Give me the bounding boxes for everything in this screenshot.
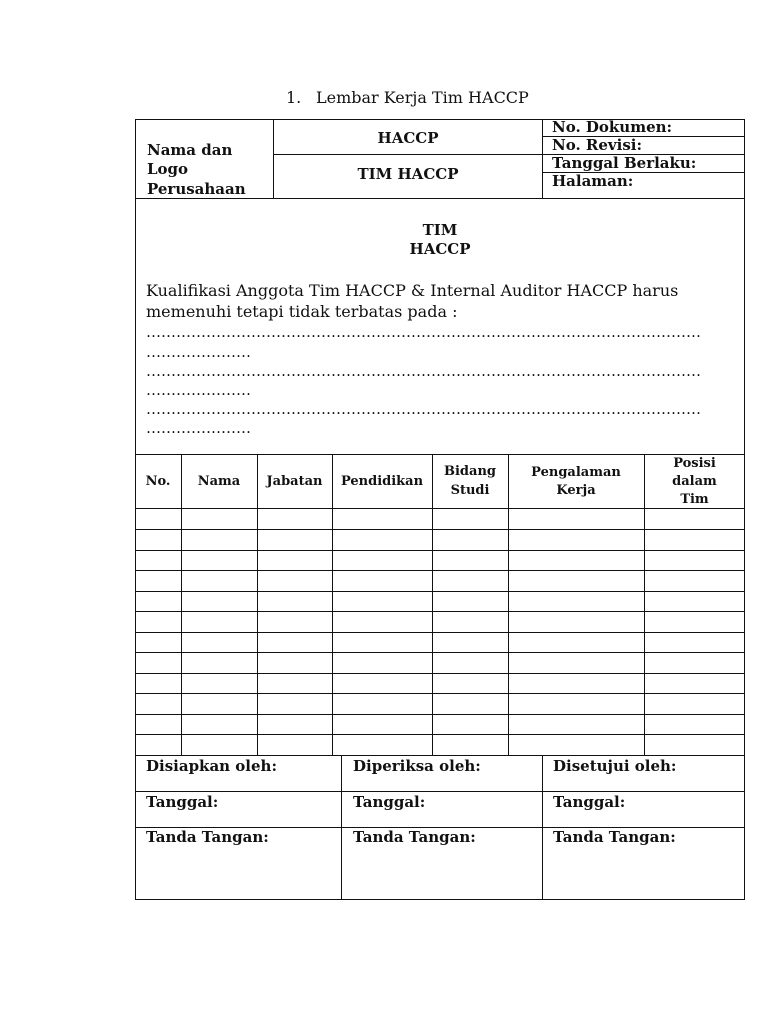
table-row-line-4 xyxy=(135,570,745,571)
prepared-signature-label: Tanda Tangan: xyxy=(146,828,269,846)
approved-by-label: Disetujui oleh: xyxy=(553,757,677,775)
table-row-line-8 xyxy=(135,652,745,653)
meta-effective-date: Tanggal Berlaku: xyxy=(552,154,697,172)
col-header-jabatan: Jabatan xyxy=(266,474,323,489)
table-top-line xyxy=(135,454,745,455)
dotted-line-1: ………………………………………………………………………………………………… xyxy=(146,323,701,341)
signoff-top-line xyxy=(135,755,745,756)
checked-date-label: Tanggal: xyxy=(353,793,426,811)
dotted-line-1-cont: ………………… xyxy=(146,343,251,361)
header-title-divider xyxy=(273,154,543,155)
approved-date-label: Tanggal: xyxy=(553,793,626,811)
body-title-line-2: HACCP xyxy=(409,240,471,258)
table-row-line-10 xyxy=(135,693,745,694)
table-row-line-3 xyxy=(135,550,745,551)
col-header-nama: Nama xyxy=(197,474,241,489)
table-col-line-2 xyxy=(257,454,258,755)
table-col-line-5 xyxy=(508,454,509,755)
heading-title: Lembar Kerja Tim HACCP xyxy=(316,88,529,107)
header-bottom-line xyxy=(135,198,745,199)
table-row-line-7 xyxy=(135,632,745,633)
table-row-line-11 xyxy=(135,714,745,715)
header-title-haccp: HACCP xyxy=(377,129,439,147)
signoff-col-divider-1 xyxy=(341,755,342,900)
company-line-2: Logo xyxy=(147,160,189,178)
col-header-bidang-1: Bidang xyxy=(444,464,496,479)
table-row-line-1 xyxy=(135,508,745,509)
col-header-no: No. xyxy=(145,474,171,489)
table-row-line-6 xyxy=(135,611,745,612)
meta-document-no: No. Dokumen: xyxy=(552,118,673,136)
col-header-pendidikan: Pendidikan xyxy=(340,474,424,489)
checked-by-label: Diperiksa oleh: xyxy=(353,757,481,775)
table-row-line-2 xyxy=(135,529,745,530)
col-header-posisi-2: dalam xyxy=(672,474,717,489)
col-header-pengalaman-1: Pengalaman xyxy=(531,465,621,480)
dotted-line-2-cont: ………………… xyxy=(146,381,251,399)
table-col-line-3 xyxy=(332,454,333,755)
col-header-posisi-1: Posisi xyxy=(673,456,716,471)
prepared-by-label: Disiapkan oleh: xyxy=(146,757,277,775)
signoff-col-divider-2 xyxy=(542,755,543,900)
col-header-posisi-3: Tim xyxy=(680,492,709,507)
table-row-line-9 xyxy=(135,673,745,674)
company-line-3: Perusahaan xyxy=(147,180,246,198)
col-header-bidang-2: Studi xyxy=(450,483,490,498)
prepared-date-label: Tanggal: xyxy=(146,793,219,811)
checked-signature-label: Tanda Tangan: xyxy=(353,828,476,846)
dotted-line-3: ………………………………………………………………………………………………… xyxy=(146,400,701,418)
header-title-tim-haccp: TIM HACCP xyxy=(357,165,459,183)
body-title-line-1: TIM xyxy=(422,221,458,239)
table-col-line-1 xyxy=(181,454,182,755)
meta-revision-no: No. Revisi: xyxy=(552,136,642,154)
col-header-pengalaman-2: Kerja xyxy=(556,483,596,498)
table-col-line-4 xyxy=(432,454,433,755)
dotted-line-2: ………………………………………………………………………………………………… xyxy=(146,362,701,380)
dotted-line-3-cont: ………………… xyxy=(146,419,251,437)
qualification-text-line-2: memenuhi tetapi tidak terbatas pada : xyxy=(146,302,458,321)
approved-signature-label: Tanda Tangan: xyxy=(553,828,676,846)
qualification-text-line-1: Kualifikasi Anggota Tim HACCP & Internal Auditor HACCP harus xyxy=(146,281,679,300)
heading-number: 1. xyxy=(286,88,302,107)
table-row-line-12 xyxy=(135,734,745,735)
signoff-divider-1 xyxy=(135,791,745,792)
company-line-1: Nama dan xyxy=(147,141,233,159)
meta-page: Halaman: xyxy=(552,172,634,190)
table-row-line-5 xyxy=(135,591,745,592)
